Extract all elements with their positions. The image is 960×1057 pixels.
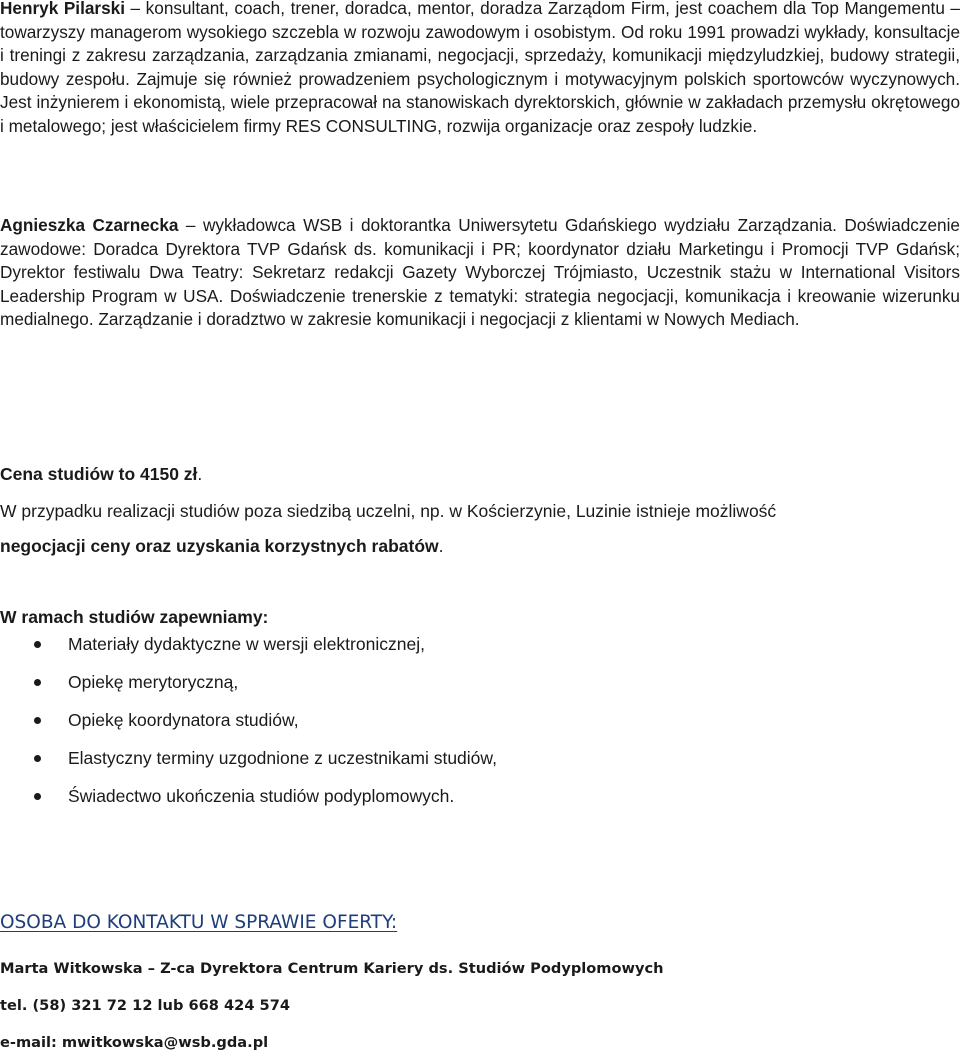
discount-suffix: . [438, 536, 444, 556]
list-item-label: Opiekę merytoryczną, [68, 672, 239, 692]
bio-agnieszka-czarnecka [0, 214, 960, 332]
bullet-icon [34, 793, 41, 800]
price-suffix: . [197, 464, 203, 484]
benefits-heading: W ramach studiów zapewniamy: [0, 607, 269, 627]
list-item [0, 632, 497, 670]
price-label: Cena studiów to 4150 zł [0, 464, 198, 484]
contact-phone[interactable]: tel. (58) 321 72 12 lub 668 424 574 [0, 997, 291, 1014]
list-item-label: Opiekę koordynatora studiów, [68, 710, 299, 730]
benefits-list [0, 632, 497, 822]
bio-henryk-pilarski [0, 0, 960, 139]
bio-text: – wykładowca WSB i doktorantka Uniwersytetu Gdańskiego wydziału Zarządzania. Doświadczenie zawodowe: Doradca Dyrektora TVP Gdańsk ds. komunikacji i PR; koordynator działu Marketingu i Promocji TVP Gdańsk; Dyrektor festiwalu Dwa Teatry: Sekretarz redakcji Gazety Wyborczej Trójmiasto, Uczestnik stażu w International Visitors Leadership Program w USA. Doświadczenie trenerskie z tematyki: strategia negocjacji, komunikacja i kreowanie wizerunku medialnego. Zarządzanie i doradztwo w zakresie komunikacji i negocjacji z klientami w Nowych Mediach. [0, 215, 960, 330]
bio-text: – konsultant, coach, trener, doradca, mentor, doradza Zarządom Firm, jest coachem dla Top Mangementu – towarzyszy managerom wysokiego szczebla w rozwoju zawodowym i osobistym. Od roku 1991 prowadzi wykłady, konsultacje i treningi z zakresu zarządzania, zarządzania zmianami, negocjacji, sprzedaży, komunikacji międzyludzkiej, budowy strategii, budowy zespołu. Zajmuje się również prowadzeniem psychologicznym i motywacyjnym polskich sportowców wyczynowych. Jest inżynierem i ekonomistą, wiele przepracował na stanowiskach dyrektorskich, głównie w zakładach przemysłu okrętowego i metalowego; jest właścicielem firmy RES CONSULTING, rozwija organizacje oraz zespoły ludzkie. [0, 0, 960, 136]
list-item-label: Świadectwo ukończenia studiów podyplomowych. [68, 786, 455, 806]
bullet-icon [34, 641, 41, 648]
location-note-line2 [0, 534, 444, 558]
list-item [0, 784, 497, 822]
bullet-icon [34, 717, 41, 724]
list-item [0, 746, 497, 784]
list-item-label: Elastyczny terminy uzgodnione z uczestnikami studiów, [68, 748, 497, 768]
list-item [0, 670, 497, 708]
bio-name: Henryk Pilarski [0, 0, 125, 18]
contact-person: Marta Witkowska – Z-ca Dyrektora Centrum Kariery ds. Studiów Podyplomowych [0, 960, 664, 977]
price-line [0, 462, 202, 486]
location-note-line1: W przypadku realizacji studiów poza siedzibą uczelni, np. w Kościerzynie, Luzinie istnieje możliwość [0, 501, 777, 521]
list-item-label: Materiały dydaktyczne w wersji elektronicznej, [68, 634, 425, 654]
bullet-icon [34, 679, 41, 686]
discount-text: negocjacji ceny oraz uzyskania korzystnych rabatów [0, 536, 439, 556]
contact-heading: OSOBA DO KONTAKTU W SPRAWIE OFERTY: [0, 912, 398, 933]
contact-email[interactable]: e-mail: mwitkowska@wsb.gda.pl [0, 1034, 269, 1051]
bullet-icon [34, 755, 41, 762]
bio-name: Agnieszka Czarnecka [0, 215, 179, 235]
list-item [0, 708, 497, 746]
